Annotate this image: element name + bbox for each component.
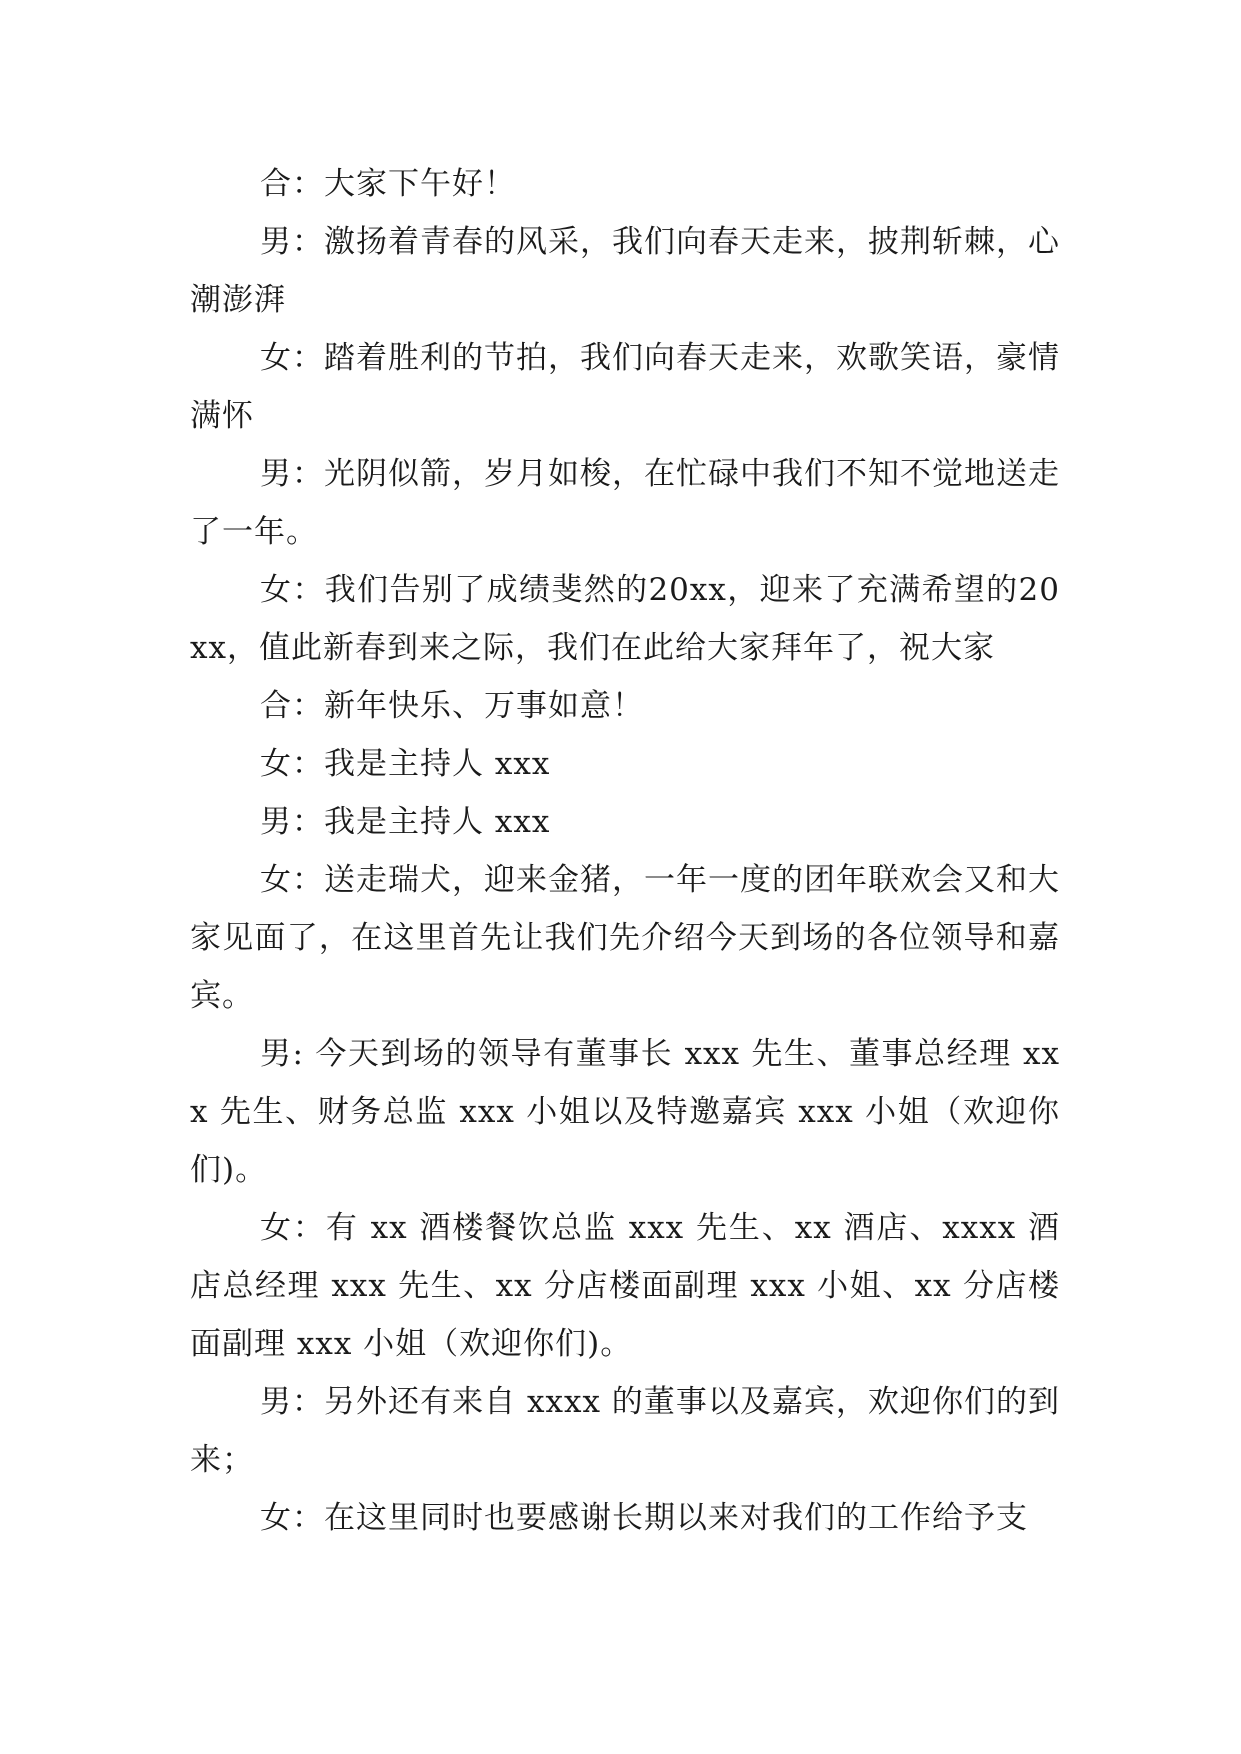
paragraph: 男: 今天到场的领导有董事长 xxx 先生、董事总经理 xxx 先生、财务总监 xxx 小姐以及特邀嘉宾 xxx 小姐（欢迎你们)。	[190, 1036, 1060, 1188]
paragraph: 合：新年快乐、万事如意！	[260, 688, 644, 724]
paragraph: 男：我是主持人 xxx	[260, 804, 551, 840]
paragraph: 男：光阴似箭，岁月如梭，在忙碌中我们不知不觉地送走了一年。	[190, 456, 1060, 550]
paragraph: 男：激扬着青春的风采，我们向春天走来，披荆斩棘，心潮澎湃	[190, 224, 1060, 318]
paragraph: 合：大家下午好！	[260, 166, 516, 202]
paragraph: 男：另外还有来自 xxxx 的董事以及嘉宾，欢迎你们的到来；	[190, 1384, 1060, 1478]
document-body	[190, 155, 1060, 1547]
paragraph: 女：我是主持人 xxx	[260, 746, 551, 782]
paragraph: 女：送走瑞犬，迎来金猪，一年一度的团年联欢会又和大家见面了，在这里首先让我们先介绍今天到场的各位领导和嘉宾。	[190, 862, 1060, 1014]
paragraph: 女：我们告别了成绩斐然的20xx，迎来了充满希望的20xx，值此新春到来之际，我们在此给大家拜年了，祝大家	[190, 572, 1060, 666]
paragraph: 女：踏着胜利的节拍，我们向春天走来，欢歌笑语，豪情满怀	[190, 340, 1060, 434]
paragraph: 女：有 xx 酒楼餐饮总监 xxx 先生、xx 酒店、xxxx 酒店总经理 xxx 先生、xx 分店楼面副理 xxx 小姐、xx 分店楼面副理 xxx 小姐（欢迎你们)。	[190, 1210, 1060, 1362]
paragraph: 女：在这里同时也要感谢长期以来对我们的工作给予支	[260, 1500, 1028, 1536]
